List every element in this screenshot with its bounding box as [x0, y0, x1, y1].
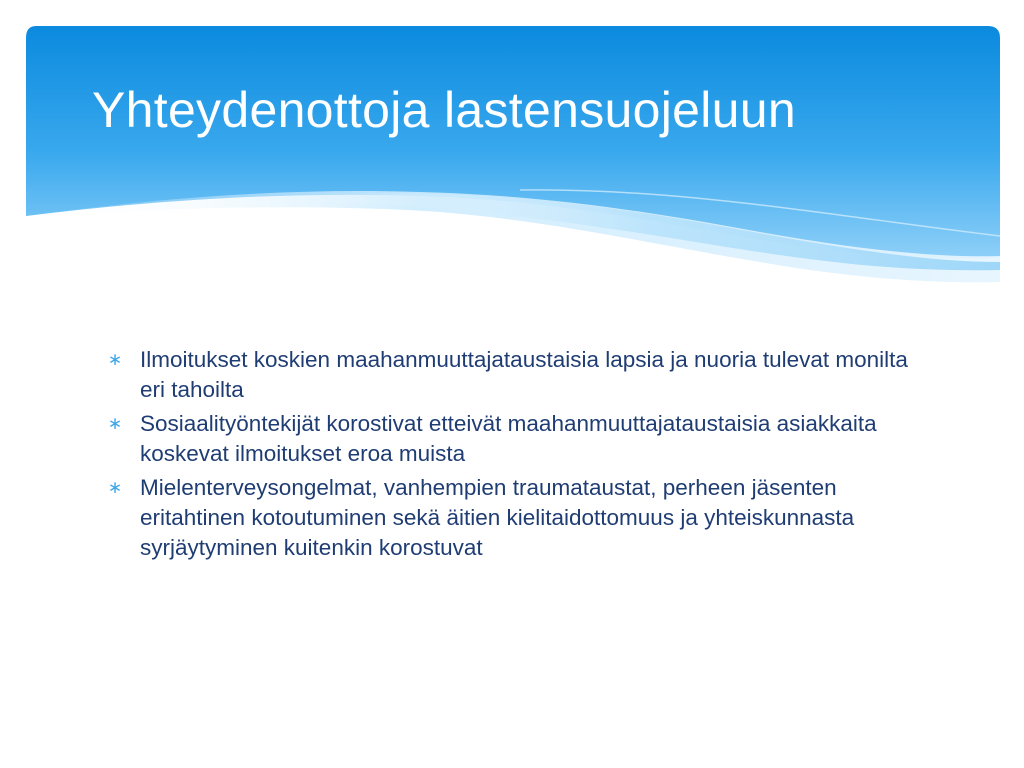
slide-title: Yhteydenottoja lastensuojeluun — [92, 82, 796, 138]
bullet-text: Mielenterveysongelmat, vanhempien traumataustat, perheen jäsenten eritahtinen kotoutuminen sekä äitien kielitaidottomuus ja yhteiskunnasta syrjäytyminen kuitenkin korostuvat — [140, 475, 855, 560]
header-background — [26, 26, 1000, 259]
asterisk-bullet-icon: ∗ — [107, 478, 123, 497]
bullet-list — [104, 345, 924, 563]
bullet-item — [104, 409, 924, 469]
slide-content — [104, 345, 924, 567]
bullet-item — [104, 345, 924, 405]
header-wave-banner — [0, 0, 1024, 300]
asterisk-bullet-icon: ∗ — [107, 414, 123, 433]
bullet-item — [104, 473, 924, 563]
bullet-text: Sosiaalityöntekijät korostivat etteivät maahanmuuttajataustaisia asiakkaita koskevat ilmoitukset eroa muista — [140, 411, 877, 466]
asterisk-bullet-icon: ∗ — [107, 350, 123, 369]
bullet-text: Ilmoitukset koskien maahanmuuttajataustaisia lapsia ja nuoria tulevat monilta eri tahoilta — [140, 347, 908, 402]
